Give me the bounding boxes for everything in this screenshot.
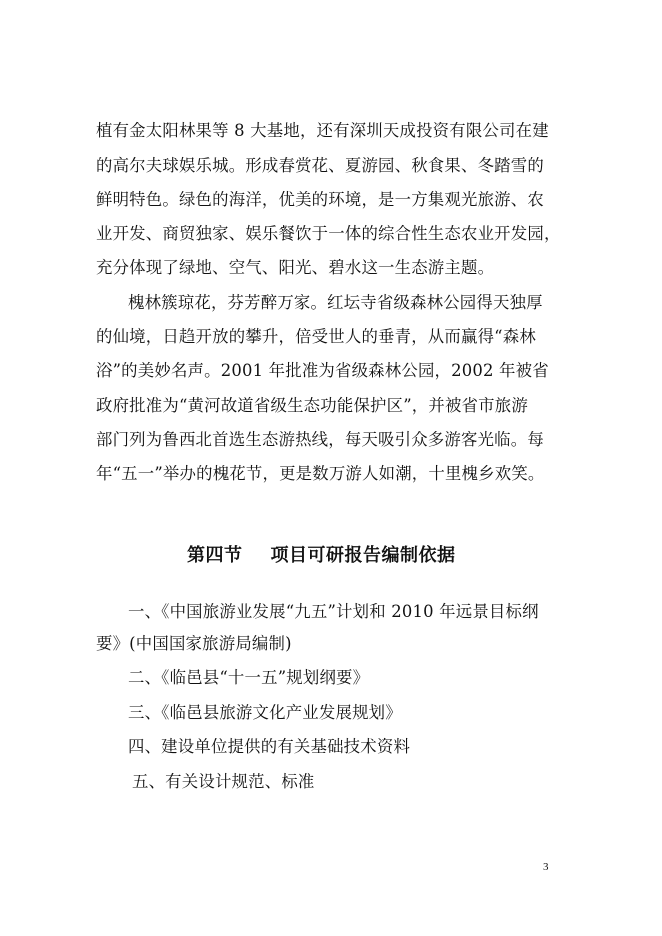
body-text-line-8: 浴”的美妙名声。2001 年批准为省级森林公园，2002 年被省	[96, 361, 549, 380]
body-text-line-11: 年“五一”举办的槐花节，更是数万游人如潮，十里槐乡欢笑。	[96, 464, 545, 483]
body-text-line-5: 充分体现了绿地、空气、阳光、碧水这一生态游主题。	[96, 258, 495, 277]
body-text-line-9: 政府批准为“黄河故道省级生态功能保护区”，并被省市旅游	[96, 396, 528, 415]
section-heading	[187, 545, 456, 567]
page-number: 3	[543, 861, 549, 873]
basis-item-2: 二、《临邑县“十一五”规划纲要》	[128, 668, 370, 687]
body-text-line-7: 的仙境，日趋开放的攀升，倍受世人的垂青，从而赢得“森林	[96, 327, 536, 346]
body-text-line-10: 部门列为鲁西北首选生态游热线，每天吸引众多游客光临。每	[96, 430, 544, 449]
body-text-line-2: 的高尔夫球娱乐城。形成春赏花、夏游园、秋食果、冬踏雪的	[96, 156, 544, 175]
section-title: 项目可研报告编制依据	[270, 545, 456, 566]
section-number: 第四节	[187, 545, 243, 566]
body-text-line-6: 槐林簇琼花，芬芳醉万家。红坛寺省级森林公园得天独厚	[128, 293, 543, 312]
body-text-line-3: 鲜明特色。绿色的海洋，优美的环境，是一方集观光旅游、农	[96, 190, 544, 209]
body-text-line-4: 业开发、商贸独家、娱乐餐饮于一体的综合性生态农业开发园，	[96, 224, 561, 243]
basis-item-4: 四、建设单位提供的有关基础技术资料	[128, 737, 411, 756]
basis-item-1-line-2: 要》(中国国家旅游局编制)	[96, 634, 292, 653]
basis-item-5: 五、有关设计规范、标准	[132, 772, 315, 791]
basis-item-3: 三、《临邑县旅游文化产业发展规划》	[128, 703, 402, 722]
basis-item-1-line-1: 一、《中国旅游业发展“九五”计划和 2010 年远景目标纲	[128, 602, 539, 621]
body-text-line-1: 植有金太阳林果等 8 大基地，还有深圳天成投资有限公司在建	[96, 121, 549, 140]
